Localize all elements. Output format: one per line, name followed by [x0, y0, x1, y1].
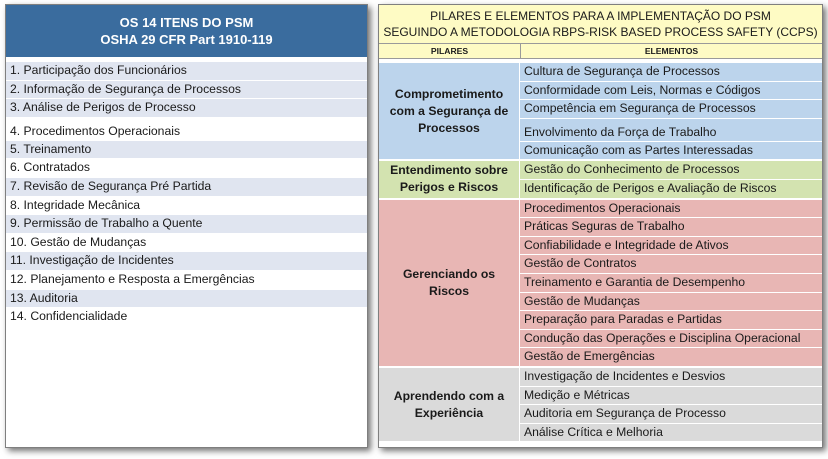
pillar-elements	[520, 63, 822, 159]
left-header-subtitle: OSHA 29 CFR Part 1910-119	[100, 32, 273, 47]
pillar-name: Aprendendo com a Experiência	[379, 368, 520, 441]
pillar-elements	[520, 200, 822, 366]
pillar-element: Procedimentos Operacionais	[520, 200, 822, 219]
psm-item: 14. Confidencialidade	[6, 308, 367, 327]
psm-item: 8. Integridade Mecânica	[6, 197, 367, 216]
pillar-element: Preparação para Paradas e Partidas	[520, 311, 822, 330]
pillar-element: Comunicação com as Partes Interessadas	[524, 142, 753, 157]
psm-item: 4. Procedimentos Operacionais	[6, 118, 367, 141]
psm-item: 2. Informação de Segurança de Processos	[6, 81, 367, 100]
psm-item: 3. Análise de Perigos de Processo	[6, 99, 367, 118]
psm-item: 7. Revisão de Segurança Pré Partida	[6, 178, 367, 197]
right-header-subtitle: SEGUINDO A METODOLOGIA RBPS-RISK BASED PROCESS SAFETY (CCPS)	[383, 25, 818, 39]
column-header-elementos: ELEMENTOS	[644, 46, 699, 56]
left-table-rows	[6, 62, 367, 327]
pillar-group	[379, 63, 822, 159]
pillar-element: Treinamento e Garantia de Desempenho	[520, 274, 822, 293]
pillar-element: Auditoria em Segurança de Processo	[520, 405, 822, 424]
pillar-elements	[520, 368, 822, 441]
psm-item: 13. Auditoria	[6, 290, 367, 309]
pillar-element: Competência em Segurança de Processos	[520, 100, 822, 119]
pillar-element: Gestão de Contratos	[520, 255, 822, 274]
psm-item: 9. Permissão de Trabalho a Quente	[6, 215, 367, 234]
pillar-element: Gestão do Conhecimento de Processos	[520, 161, 822, 180]
pillar-name: Gerenciando os Riscos	[379, 200, 520, 366]
rbps-pillars-table	[378, 4, 823, 448]
left-header-title: OS 14 ITENS DO PSM	[119, 15, 254, 30]
pillar-elements	[520, 161, 822, 197]
column-headers	[379, 44, 822, 59]
pillar-element: Cultura de Segurança de Processos	[520, 63, 822, 82]
column-header-pilares: PILARES	[379, 44, 521, 58]
pillars-container	[379, 63, 822, 441]
psm-item: 6. Contratados	[6, 159, 367, 178]
pillar-element: Gestão de Emergências	[524, 349, 655, 364]
pillar-element: Análise Crítica e Melhoria	[524, 424, 663, 439]
pillar-element: Identificação de Perigos e Avaliação de Riscos	[524, 180, 777, 195]
psm-item: 1. Participação dos Funcionários	[6, 62, 367, 81]
pillar-name: Entendimento sobre Perigos e Riscos	[379, 161, 520, 197]
pillar-name: Comprometimento com a Segurança de Processos	[379, 63, 520, 159]
pillar-element: Práticas Seguras de Trabalho	[520, 218, 822, 237]
pillar-element: Envolvimento da Força de Trabalho	[520, 119, 822, 142]
pillar-group	[379, 200, 822, 366]
pillar-element: Confiabilidade e Integridade de Ativos	[520, 237, 822, 256]
pillar-group	[379, 368, 822, 441]
pillar-element: Conformidade com Leis, Normas e Códigos	[520, 82, 822, 101]
left-table-header	[6, 5, 367, 58]
pillar-element: Gestão de Mudanças	[520, 293, 822, 312]
right-header-title: PILARES E ELEMENTOS PARA A IMPLEMENTAÇÃO DO PSM	[430, 9, 771, 23]
right-table-header	[379, 5, 822, 44]
psm-item: 5. Treinamento	[6, 141, 367, 160]
pillar-group	[379, 161, 822, 197]
psm-item: 11. Investigação de Incidentes	[6, 252, 367, 271]
psm-item: 10. Gestão de Mudanças	[6, 234, 367, 253]
pillar-element: Investigação de Incidentes e Desvios	[520, 368, 822, 387]
psm-14-items-table	[5, 4, 368, 448]
pillar-element: Condução das Operações e Disciplina Operacional	[520, 330, 822, 349]
psm-item: 12. Planejamento e Resposta a Emergências	[6, 271, 367, 290]
pillar-element: Medição e Métricas	[520, 387, 822, 406]
